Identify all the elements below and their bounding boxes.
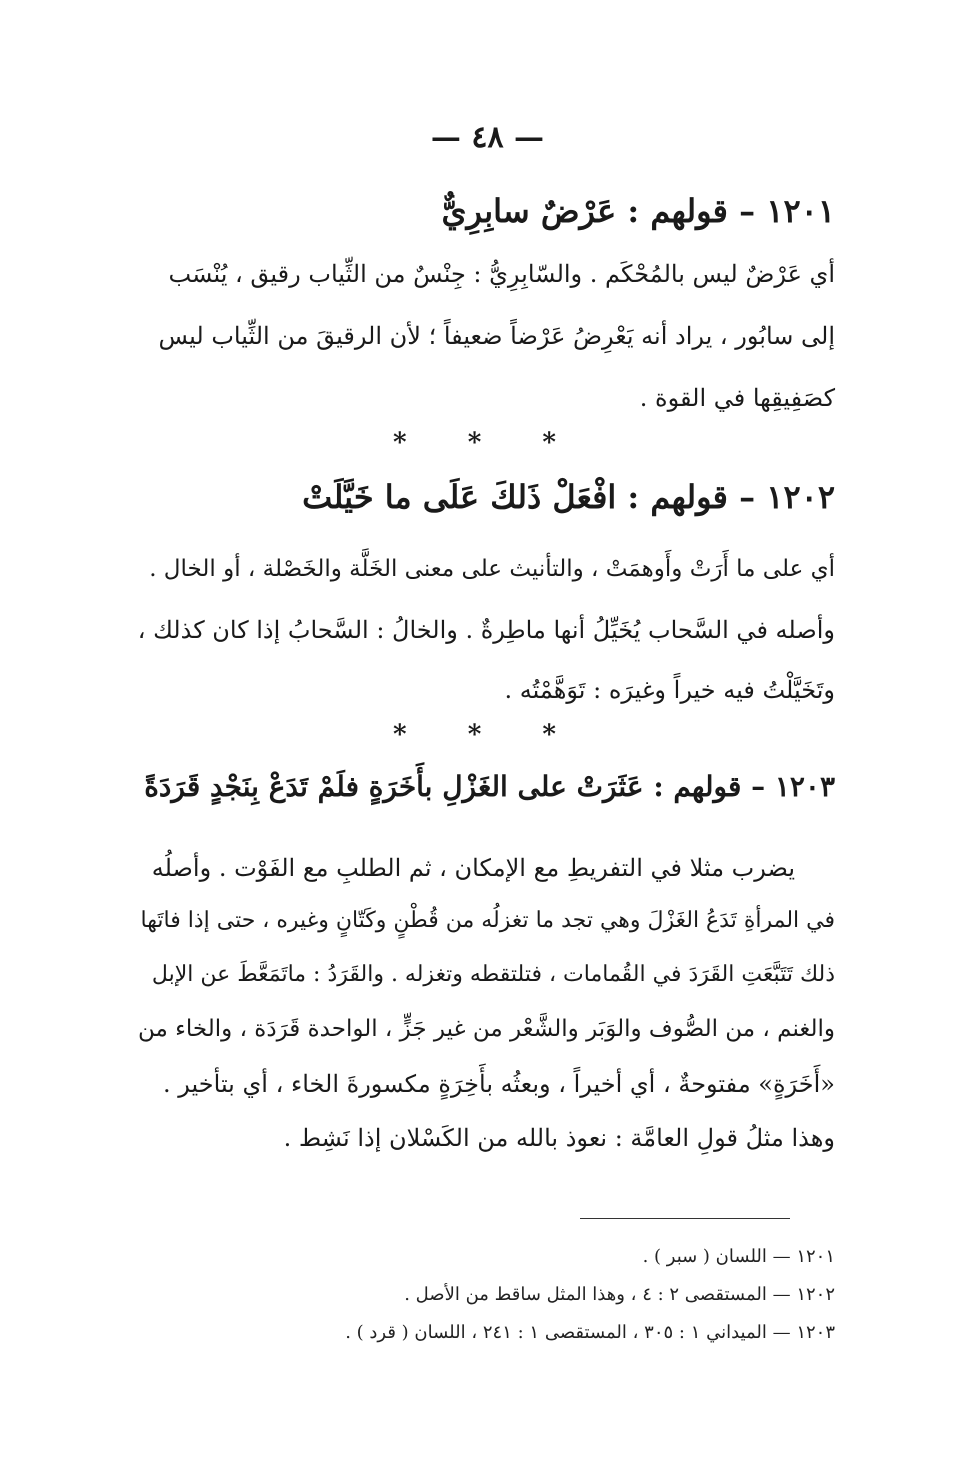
entry-body-1203 <box>135 856 835 1196</box>
footnote-divider <box>580 1218 790 1219</box>
body-line: كصَفِيقِها في القوة . <box>639 384 835 412</box>
section-separator: * * * <box>393 428 582 458</box>
body-line: إلى سابُور ، يراد أنه يَعْرِضُ عَرْضاً ضعيفاً ؛ لأن الرقيقَ من الثِّياب ليس <box>158 322 835 350</box>
body-line: والغنم ، من الصُّوف والوَبَر والشَّعْر من غير جَزٍّ ، الواحدة قَرَدَة ، والخاء من <box>137 1016 835 1042</box>
footnote-1201: ١٢٠١ — اللسان ( سبر ) . <box>642 1246 835 1267</box>
body-line: يضرب مثلا في التفريطِ مع الإمكان ، ثم الطلبِ مع الفَوْت . وأصلُه <box>151 854 795 882</box>
entry-body-1202 <box>135 558 835 718</box>
entry-body-1201 <box>135 262 835 432</box>
page-number: — ٤٨ — <box>430 120 545 155</box>
body-line: أي عَرْضٌ ليس بالمُحْكَم . والسّابِرِيُّ : جِنْسٌ من الثِّياب رقيق ، يُنْسَب <box>168 260 835 288</box>
body-line: وهذا مثلُ قولِ العامَّة : نعوذ بالله من الكَسْلان إذا نَشِط . <box>283 1124 835 1152</box>
entry-title-1201: ١٢٠١ – قولهم : عَرْضٌ سابِرِيٌّ <box>441 192 835 230</box>
body-line: وأصله في السَّحاب يُخَيِّلُ أنها ماطِرةٌ . والخالُ : السَّحابُ إذا كان كذلك ، <box>137 616 835 644</box>
body-line: «أَخَرَةٍ» مفتوحةٌ ، أي أخيراً ، وبعثُه بأَخِرَةٍ مكسورةَ الخاء ، أي بتأخير . <box>163 1070 835 1098</box>
body-line: أي على ما أَرَتْ وأَوهمَتْ ، والتأنيث على معنى الخَلَّة والخَصْلة ، أو الخال . <box>149 556 835 582</box>
entry-title-1203: ١٢٠٣ – قولهم : عَثَرَتْ على الغَزْلِ بأَخَرَةٍ فلَمْ تَدَعْ بِنَجْدٍ قَرَدَةً <box>144 770 835 803</box>
body-line: ذلك تَتَبَّعَتِ القَرَدَ في القُمامات ، فتلتقطه وتغزله . والقَرَدُ : ماتَمَعَّطَ عن الإبل <box>151 962 835 987</box>
body-line: في المرأةِ تَدَعُ الغَزْلَ وهي تجد ما تغزلُه من قُطْنٍ وكَتّانٍ وغيره ، حتى إذا فاتَها <box>140 908 835 933</box>
footnote-1203: ١٢٠٣ — الميداني ١ : ٣٠٥ ، المستقصى ١ : ٢٤١ ، اللسان ( قرد ) . <box>345 1322 835 1343</box>
entry-title-1202: ١٢٠٢ – قولهم : افْعَلْ ذَلكَ عَلَى ما خَيَّلَتْ <box>302 478 835 516</box>
footnote-1202: ١٢٠٢ — المستقصى ٢ : ٤ ، وهذا المثل ساقط من الأصل . <box>404 1284 835 1305</box>
section-separator: * * * <box>393 720 582 750</box>
body-line: وتَخَيَّلْتُ فيه خيراً وغيرَه : تَوَهَّمْتُه . <box>504 676 835 704</box>
